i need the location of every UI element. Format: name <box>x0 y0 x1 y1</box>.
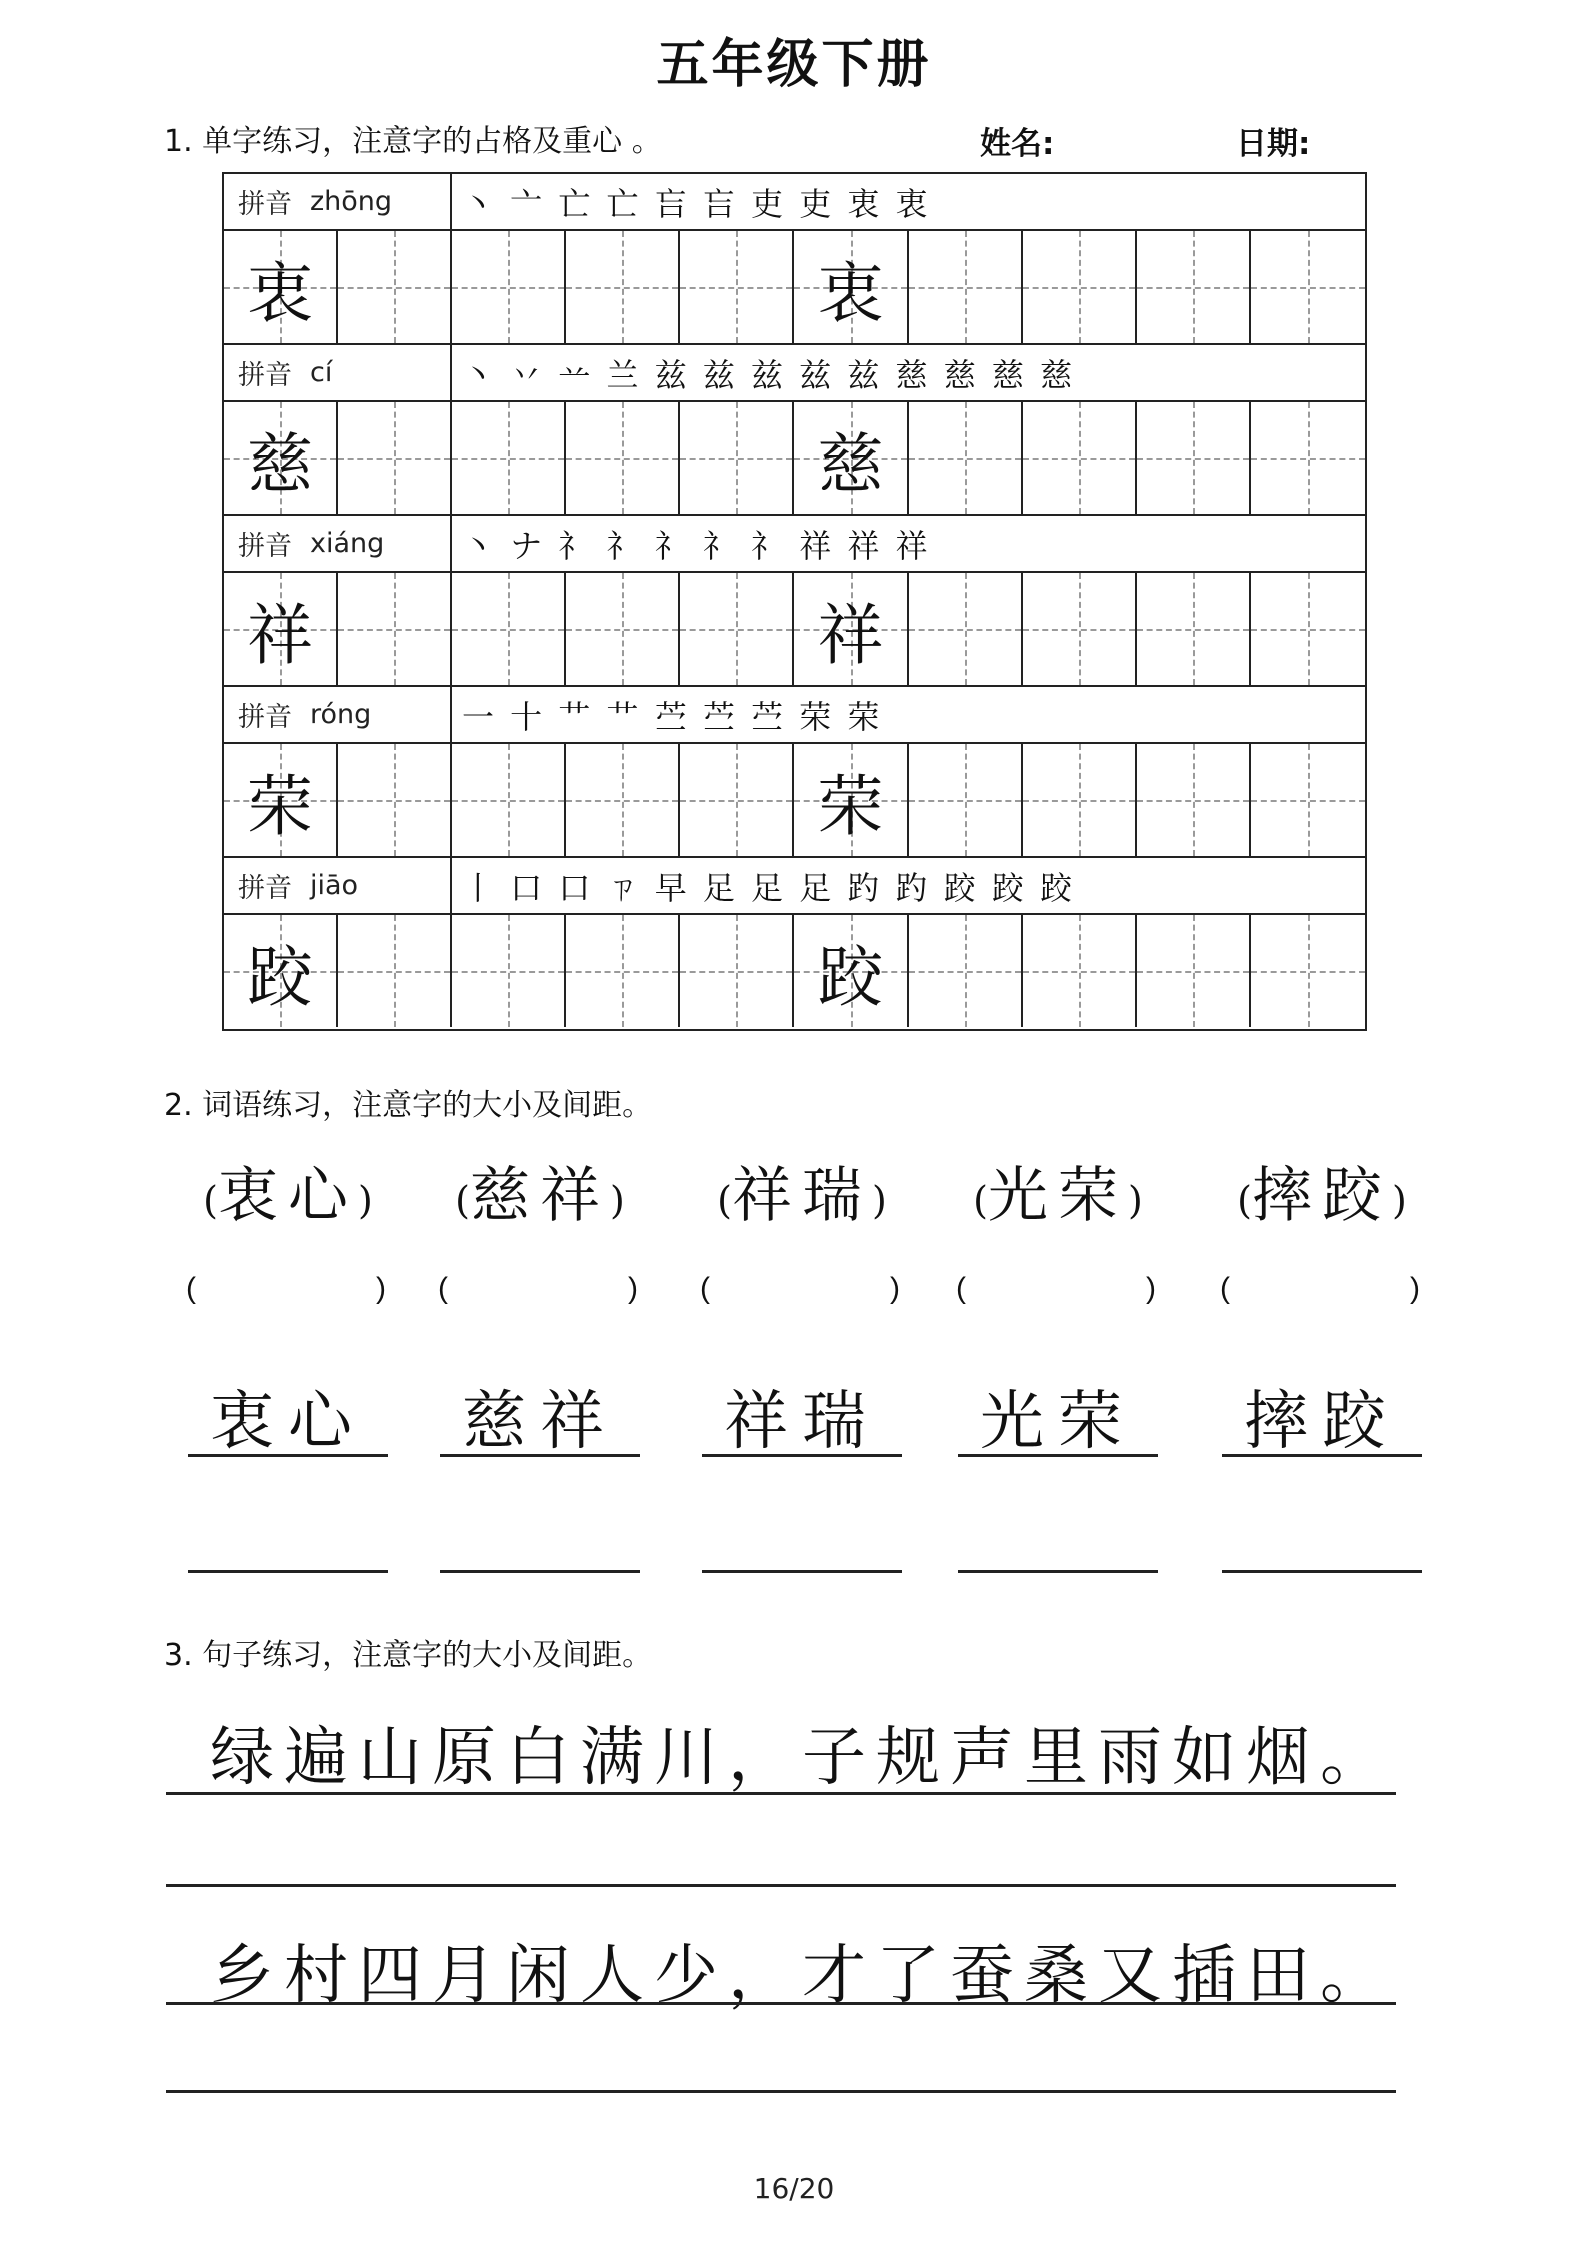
model-character: 慈 <box>817 425 884 503</box>
blank-write-line[interactable] <box>440 1570 640 1573</box>
trace-word: 祥瑞 <box>724 1385 880 1459</box>
close-paren: ) <box>1146 1272 1156 1305</box>
pinyin-value: cí <box>310 357 333 388</box>
word-underline <box>1222 1454 1422 1457</box>
model-character: 跤 <box>817 938 884 1016</box>
pinyin-caption: 拼音 <box>238 531 292 562</box>
blank-parentheses[interactable] <box>700 1272 900 1306</box>
blank-sentence-line[interactable] <box>166 1884 1396 1887</box>
practice-cell[interactable] <box>909 402 1023 514</box>
word-model <box>434 1148 646 1234</box>
model-character-cell <box>794 231 908 343</box>
practice-cell[interactable] <box>909 744 1023 856</box>
practice-cell[interactable] <box>338 573 452 685</box>
section3-heading: 3. 句子练习，注意字的大小及间距。 <box>164 1638 653 1673</box>
pinyin-value: jiāo <box>310 870 359 901</box>
practice-cell[interactable] <box>452 573 566 685</box>
pinyin-label-cell <box>224 516 452 571</box>
practice-cell[interactable] <box>452 915 566 1027</box>
model-character-cell <box>794 402 908 514</box>
practice-cell[interactable] <box>1137 402 1251 514</box>
practice-cell[interactable] <box>680 915 794 1027</box>
blank-write-line[interactable] <box>702 1570 902 1573</box>
close-paren: ) <box>358 1178 373 1223</box>
practice-cell[interactable] <box>338 231 452 343</box>
practice-cell[interactable] <box>680 573 794 685</box>
model-character-cell <box>224 744 338 856</box>
model-character: 衷 <box>247 254 314 332</box>
practice-cell[interactable] <box>1251 744 1365 856</box>
word-text: 祥瑞 <box>732 1161 872 1231</box>
word-underline <box>188 1454 388 1457</box>
pinyin-value: zhōng <box>310 186 393 217</box>
open-paren: ( <box>1237 1178 1252 1223</box>
page-title: 五年级下册 <box>656 35 932 95</box>
pinyin-row <box>224 345 1365 402</box>
word-model <box>1216 1148 1428 1234</box>
practice-cell[interactable] <box>338 744 452 856</box>
practice-cell[interactable] <box>1251 402 1365 514</box>
word-underline <box>702 1454 902 1457</box>
close-paren: ) <box>890 1272 900 1305</box>
practice-cell[interactable] <box>680 744 794 856</box>
stroke-order: 丶 亠 亡 亡 吂 吂 吏 吏 衷 衷 <box>462 184 931 223</box>
date-label: 日期: <box>1236 126 1311 162</box>
open-paren: ( <box>1220 1272 1230 1305</box>
word-model <box>952 1148 1164 1234</box>
stroke-order: 丶 ナ 礻 礻 礻 礻 礻 祥 祥 祥 <box>462 526 931 565</box>
pinyin-row <box>224 858 1365 915</box>
model-character-cell <box>794 744 908 856</box>
practice-cell[interactable] <box>680 231 794 343</box>
practice-cell[interactable] <box>566 402 680 514</box>
practice-cell[interactable] <box>1137 231 1251 343</box>
practice-cell[interactable] <box>1251 573 1365 685</box>
pinyin-row <box>224 516 1365 573</box>
writing-row <box>224 402 1365 516</box>
blank-parentheses[interactable] <box>438 1272 638 1306</box>
word-underline <box>440 1454 640 1457</box>
practice-cell[interactable] <box>1023 915 1137 1027</box>
section2-heading: 2. 词语练习，注意字的大小及间距。 <box>164 1088 653 1123</box>
page-number: 16/20 <box>753 2172 835 2205</box>
blank-write-line[interactable] <box>958 1570 1158 1573</box>
sentence-text: 乡村四月闲人少，才了蚕桑又插田。 <box>210 1939 1394 2013</box>
practice-cell[interactable] <box>1023 573 1137 685</box>
model-character: 跤 <box>247 938 314 1016</box>
pinyin-label-cell <box>224 174 452 229</box>
model-character: 祥 <box>247 596 314 674</box>
trace-word: 慈祥 <box>462 1385 618 1459</box>
open-paren: ( <box>700 1272 710 1305</box>
model-character-cell <box>224 231 338 343</box>
close-paren: ) <box>376 1272 386 1305</box>
practice-cell[interactable] <box>566 573 680 685</box>
stroke-order: 丨 口 口 ㄗ 早 足 足 足 趵 趵 跤 跤 跤 <box>462 868 1076 907</box>
pinyin-value: róng <box>310 699 372 730</box>
close-paren: ) <box>628 1272 638 1305</box>
close-paren: ) <box>1410 1272 1420 1305</box>
practice-cell[interactable] <box>680 402 794 514</box>
model-character: 衷 <box>817 254 884 332</box>
pinyin-caption: 拼音 <box>238 189 292 220</box>
blank-sentence-line[interactable] <box>166 2090 1396 2093</box>
pinyin-label-cell <box>224 687 452 742</box>
model-character: 荣 <box>817 767 884 845</box>
blank-parentheses[interactable] <box>186 1272 386 1306</box>
open-paren: ( <box>203 1178 218 1223</box>
pinyin-row <box>224 174 1365 231</box>
section1-heading: 1. 单字练习，注意字的占格及重心 。 <box>164 124 662 159</box>
open-paren: ( <box>438 1272 448 1305</box>
blank-parentheses[interactable] <box>1220 1272 1420 1306</box>
practice-cell[interactable] <box>1251 915 1365 1027</box>
practice-cell[interactable] <box>1023 744 1137 856</box>
stroke-order: 一 十 艹 艹 苎 苎 苎 荣 荣 <box>462 697 883 736</box>
practice-cell[interactable] <box>566 915 680 1027</box>
practice-cell[interactable] <box>909 915 1023 1027</box>
pinyin-caption: 拼音 <box>238 873 292 904</box>
writing-row <box>224 231 1365 345</box>
model-character: 祥 <box>817 596 884 674</box>
pinyin-caption: 拼音 <box>238 360 292 391</box>
word-text: 衷心 <box>218 1161 358 1231</box>
model-character: 慈 <box>247 425 314 503</box>
practice-cell[interactable] <box>1137 744 1251 856</box>
writing-row <box>224 744 1365 858</box>
pinyin-value: xiáng <box>310 528 385 559</box>
trace-word: 衷心 <box>210 1385 366 1459</box>
practice-cell[interactable] <box>566 231 680 343</box>
practice-cell[interactable] <box>1137 915 1251 1027</box>
sentence-underline <box>166 2002 1396 2005</box>
trace-word: 光荣 <box>980 1385 1136 1459</box>
blank-write-line[interactable] <box>1222 1570 1422 1573</box>
blank-write-line[interactable] <box>188 1570 388 1573</box>
practice-cell[interactable] <box>1023 402 1137 514</box>
word-model <box>696 1148 908 1234</box>
close-paren: ) <box>610 1178 625 1223</box>
sentence-text: 绿遍山原白满川，子规声里雨如烟。 <box>210 1721 1394 1795</box>
open-paren: ( <box>973 1178 988 1223</box>
practice-cell[interactable] <box>566 744 680 856</box>
word-model <box>182 1148 394 1234</box>
model-character-cell <box>224 915 338 1027</box>
writing-row <box>224 915 1365 1029</box>
word-text: 光荣 <box>988 1161 1128 1231</box>
word-text: 慈祥 <box>470 1161 610 1231</box>
blank-parentheses[interactable] <box>956 1272 1156 1306</box>
pinyin-caption: 拼音 <box>238 702 292 733</box>
practice-cell[interactable] <box>909 573 1023 685</box>
close-paren: ) <box>1392 1178 1407 1223</box>
stroke-order: 丶 丷 䒑 兰 兹 兹 兹 兹 兹 慈 慈 慈 慈 <box>462 355 1076 394</box>
pinyin-label-cell <box>224 858 452 913</box>
close-paren: ) <box>1128 1178 1143 1223</box>
close-paren: ) <box>872 1178 887 1223</box>
pinyin-row <box>224 687 1365 744</box>
pinyin-label-cell <box>224 345 452 400</box>
model-character-cell <box>794 915 908 1027</box>
writing-row <box>224 573 1365 687</box>
model-character-cell <box>224 573 338 685</box>
practice-cell[interactable] <box>1251 231 1365 343</box>
open-paren: ( <box>956 1272 966 1305</box>
practice-cell[interactable] <box>338 915 452 1027</box>
sentence-underline <box>166 1792 1396 1795</box>
practice-cell[interactable] <box>1137 573 1251 685</box>
model-character-cell <box>224 402 338 514</box>
word-underline <box>958 1454 1158 1457</box>
practice-cell[interactable] <box>452 744 566 856</box>
model-character-cell <box>794 573 908 685</box>
practice-cell[interactable] <box>338 402 452 514</box>
practice-cell[interactable] <box>452 231 566 343</box>
practice-cell[interactable] <box>1023 231 1137 343</box>
practice-cell[interactable] <box>909 231 1023 343</box>
practice-cell[interactable] <box>452 402 566 514</box>
name-label: 姓名: <box>980 126 1055 162</box>
character-practice-grid <box>222 172 1367 1031</box>
open-paren: ( <box>186 1272 196 1305</box>
open-paren: ( <box>455 1178 470 1223</box>
open-paren: ( <box>717 1178 732 1223</box>
word-text: 摔跤 <box>1252 1161 1392 1231</box>
model-character: 荣 <box>247 767 314 845</box>
trace-word: 摔跤 <box>1244 1385 1400 1459</box>
